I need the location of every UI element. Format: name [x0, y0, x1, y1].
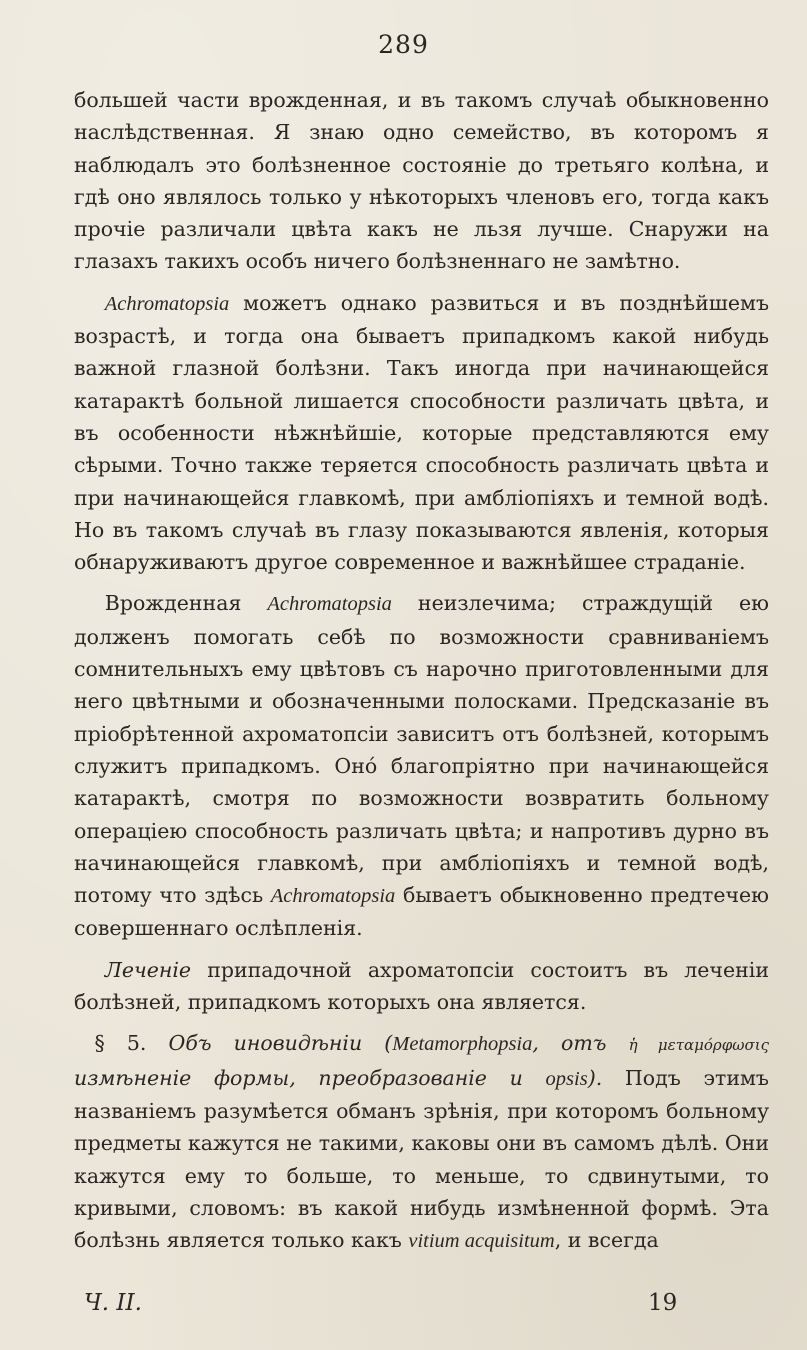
- paragraph-2: [74, 287, 769, 579]
- page-body: [74, 84, 769, 1266]
- opsis-term: opsis: [545, 1067, 588, 1090]
- achromatopsia-term: Achromatopsia: [104, 292, 230, 315]
- paragraph-3: [74, 587, 769, 944]
- greek-term: ἡ μεταμόρφωσις: [628, 1036, 770, 1055]
- section-from: , отъ: [532, 1031, 629, 1056]
- section-title: Объ иновидѣніи (: [146, 1031, 393, 1056]
- section-number: § 5.: [94, 1031, 147, 1056]
- paragraph-3-start: Врожденная: [104, 591, 268, 616]
- paragraph-3-middle: неизлечима; страждущій ею долженъ помогать себѣ по возможности сравниваніемъ сомнительныхъ ему цвѣтовъ съ нарочно приготовленными для него цвѣтными и обозначенными полосками. Предсказаніе въ пріобрѣтенной ахроматопсіи зависитъ отъ болѣзней, которымъ служитъ припадкомъ. Оно́ благопріятно при начинающейся катарактѣ, смотря по возможности возвратить больному операціею способность различать цвѣта; и напротивъ дурно въ начинающейся главкомѣ, при амбліопіяхъ и темной водѣ, потому что здѣсь: [74, 591, 769, 908]
- paragraph-5: [74, 1027, 769, 1257]
- paragraph-1-text: большей части врожденная, и въ такомъ случаѣ обыкновенно наслѣдственная. Я знаю одно семейство, въ которомъ я наблюдалъ это болѣзненное состояніе до третьяго колѣна, и гдѣ оно являлось только у нѣкоторыхъ членовъ его, тогда какъ прочіе различали цвѣта какъ не льзя лучше. Снаружи на глазахъ такихъ особъ ничего болѣзненнаго не замѣтно.: [74, 88, 769, 274]
- sheet-number: 19: [648, 1290, 678, 1316]
- paragraph-5-text: Подъ этимъ названіемъ разумѣется обманъ зрѣнія, при которомъ больному предметы кажутся не такими, каковы они въ самомъ дѣлѣ. Они кажутся ему то больше, то меньше, то сдвинутыми, то кривыми, словомъ: въ какой нибудь измѣненной формѣ. Эта болѣзнь является только какъ: [74, 1065, 769, 1253]
- paragraph-2-text: можетъ однако развиться и въ позднѣйшемъ возрастѣ, и тогда она бываетъ припадкомъ какой нибудь важной глазной болѣзни. Такъ иногда при начинающейся катарактѣ больной лишается способности различать цвѣта, и въ особенности нѣжнѣйшіе, которые представляются ему сѣрыми. Точно также теряется способность различать цвѣта и при начинающейся главкомѣ, при амбліопіяхъ и темной водѣ. Но въ такомъ случаѣ въ глазу показываются явленія, которыя обнаруживаютъ другое современное и важнѣйшее страданіе.: [74, 290, 769, 575]
- signature-mark: Ч. II.: [84, 1290, 142, 1316]
- section-gloss: измѣненіе формы, преобразованіе и: [74, 1065, 546, 1090]
- metamorphopsia-term: Metamorphopsia: [392, 1033, 533, 1056]
- treatment-term: Леченіе: [104, 957, 192, 982]
- achromatopsia-term: Achromatopsia: [270, 885, 396, 908]
- paragraph-5-tail: , и всегда: [554, 1228, 659, 1253]
- paragraph-4-text: припадочной ахроматопсіи состоитъ въ леченіи болѣзней, припадкомъ которыхъ она является.: [74, 957, 769, 1015]
- achromatopsia-term: Achromatopsia: [267, 593, 392, 616]
- paragraph-3-end: бываетъ обыкновенно предтечею совершеннаго ослѣпленія.: [74, 883, 769, 941]
- vitium-term: vitium acquisitum: [408, 1230, 555, 1253]
- page-number: 289: [378, 30, 429, 59]
- section-close: ).: [587, 1065, 603, 1090]
- paragraph-4: [74, 954, 769, 1019]
- paragraph-1: [74, 84, 769, 278]
